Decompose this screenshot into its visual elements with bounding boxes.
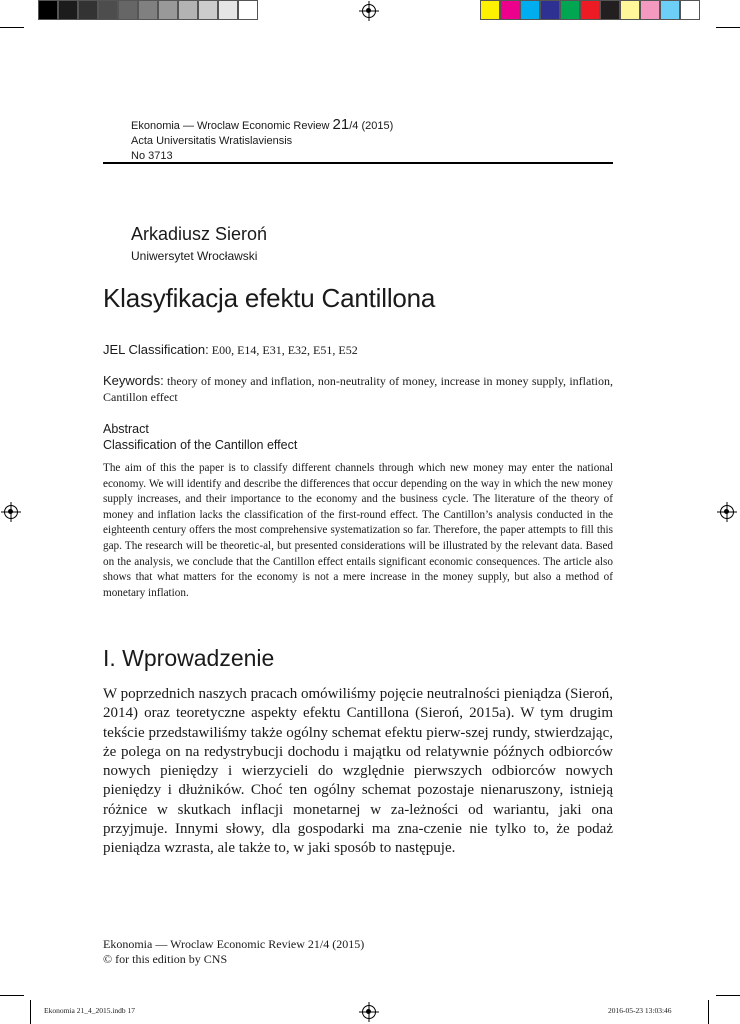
- color-swatch: [78, 0, 98, 20]
- color-swatch: [178, 0, 198, 20]
- article-title: Klasyfikacja efektu Cantillona: [103, 283, 436, 313]
- section-heading: I. Wprowadzenie: [103, 645, 275, 671]
- journal-series: Acta Universitatis Wratislaviensis: [131, 135, 293, 147]
- footer-copyright: © for this edition by CNS: [103, 952, 228, 966]
- header-rule: [103, 162, 613, 164]
- registration-mark-icon: [720, 505, 734, 519]
- color-swatch: [480, 0, 500, 20]
- abstract-heading: Abstract: [103, 422, 149, 436]
- color-swatch: [238, 0, 258, 20]
- jel-label: JEL Classification:: [103, 342, 209, 357]
- registration-mark-icon: [362, 1005, 376, 1019]
- registration-mark-icon: [362, 4, 376, 18]
- jel-codes: E00, E14, E31, E32, E51, E52: [211, 343, 358, 357]
- print-slug-timestamp: 2016-05-23 13:03:46: [608, 1006, 672, 1015]
- print-slug-file: Ekonomia 21_4_2015.indb 17: [44, 1006, 136, 1015]
- color-swatch: [58, 0, 78, 20]
- journal-issue: /4 (2015): [349, 120, 394, 132]
- journal-volume: 21: [332, 116, 350, 133]
- color-swatch: [680, 0, 700, 20]
- crop-mark: [716, 995, 740, 996]
- keywords: [103, 373, 613, 405]
- color-swatch: [158, 0, 178, 20]
- footer-citation: Ekonomia — Wroclaw Economic Review 21/4 (2015): [103, 937, 365, 951]
- crop-mark: [708, 1000, 709, 1024]
- keywords-label: Keywords:: [103, 373, 164, 388]
- color-swatch: [540, 0, 560, 20]
- crop-mark: [30, 1000, 31, 1024]
- color-swatch: [98, 0, 118, 20]
- jel-classification: [103, 342, 358, 358]
- abstract-header: [103, 421, 297, 453]
- color-swatch: [520, 0, 540, 20]
- crop-mark: [0, 995, 24, 996]
- process-color-bar: [480, 0, 700, 21]
- color-swatch: [640, 0, 660, 20]
- registration-mark-icon: [4, 505, 18, 519]
- abstract-text: The aim of this the paper is to classify different channels through which new money may enter the national economy. We will identify and describe the differences that occur depending on the way in which the new money supply increases, and their importance to the economy and the business cycle. The literature of the theory of money and inflation lacks the classification of the first-round effect. The Cantillon’s analysis conducted in the eighteenth century offers the most comprehensive systematization so far. Therefore, the paper attempts to fill this gap. The research will be theoretic-al, but presented considerations will be illustrated by the relevant data. Based on the analysis, we conclude that the Cantillon effect entails significant economic consequences. The article also shows that what matters for the economy is not a mere increase in the money supply, but also a method of monetary inflation.: [103, 462, 613, 599]
- author-affiliation: Uniwersytet Wrocławski: [131, 249, 258, 263]
- color-swatch: [218, 0, 238, 20]
- color-swatch: [138, 0, 158, 20]
- color-swatch: [580, 0, 600, 20]
- author-name: Arkadiusz Sieroń: [131, 224, 268, 244]
- color-swatch: [560, 0, 580, 20]
- journal-name: Ekonomia — Wroclaw Economic Review: [131, 120, 333, 132]
- color-swatch: [38, 0, 58, 20]
- keywords-text: theory of money and inflation, non-neutrality of money, increase in money supply, inflation, Cantillon effect: [103, 374, 614, 404]
- crop-mark: [716, 27, 740, 28]
- color-swatch: [660, 0, 680, 20]
- crop-mark: [0, 27, 24, 28]
- color-swatch: [600, 0, 620, 20]
- journal-line-1: [131, 117, 393, 134]
- color-swatch: [198, 0, 218, 20]
- grayscale-color-bar: [38, 0, 258, 21]
- body-paragraph: W poprzednich naszych pracach omówiliśmy pojęcie neutralności pieniądza (Sieroń, 2014) oraz teoretyczne aspekty efektu Cantillona (Sieroń, 2015a). W tym drugim tekście przedstawiliśmy także ogólny schemat efektu pierw-szej rundy, stwierdzając, że polega on na redystrybucji dochodu i majątku od relatywnie późnych odbiorców nowych pieniędzy i wierzycieli do względnie pierwszych odbiorców nowych pieniędzy i dłużników. Choć ten ogólny schemat pozostaje nienaruszony, istnieją różnice w skutkach inflacji monetarnej w za-leżności od wariantu, jaki ona przyjmuje. Innymi słowy, dla gospodarki ma zna-czenie nie tylko to, że podaż pieniądza wzrasta, ale także to, w jaki sposób to następuje.: [103, 686, 613, 857]
- abstract-subheading: Classification of the Cantillon effect: [103, 438, 298, 452]
- journal-number: No 3713: [131, 150, 173, 162]
- color-swatch: [118, 0, 138, 20]
- page-footer: [103, 937, 364, 967]
- color-swatch: [500, 0, 520, 20]
- journal-header: [131, 117, 393, 164]
- color-swatch: [620, 0, 640, 20]
